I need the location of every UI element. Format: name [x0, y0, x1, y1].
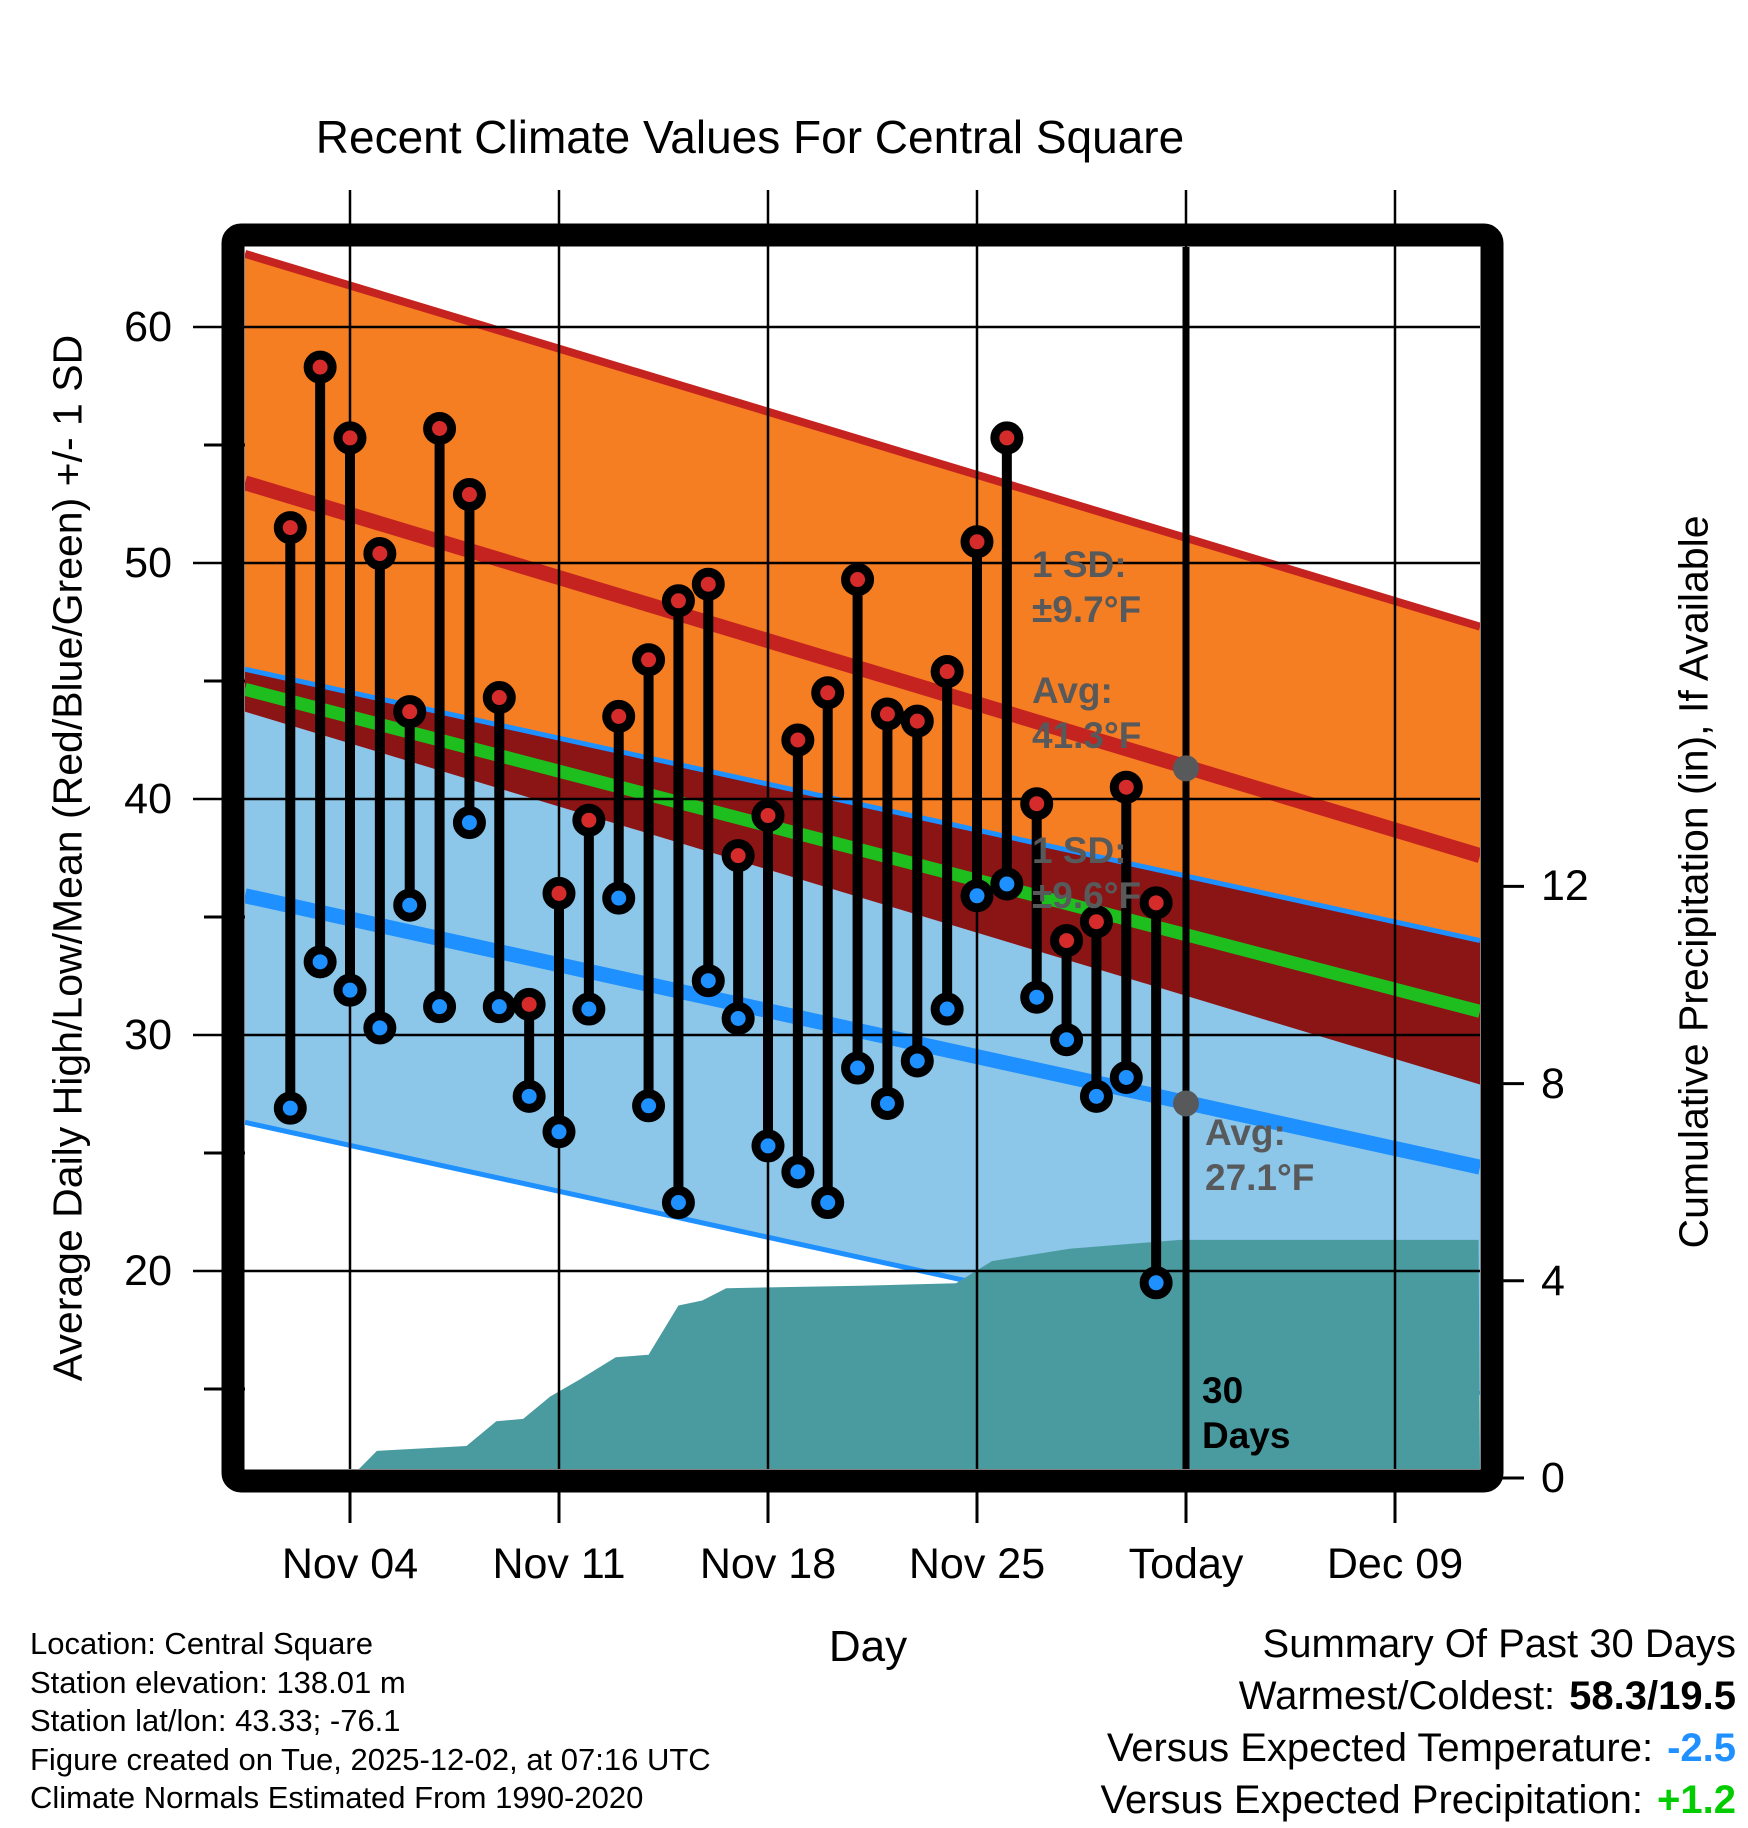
- daily-low-dot: [398, 893, 422, 917]
- summary-warmest-coldest: [1101, 1670, 1737, 1722]
- x-tick-label: Nov 18: [699, 1540, 837, 1588]
- chart-title: Recent Climate Values For Central Square: [315, 111, 1185, 163]
- y-tick-label-left: 50: [124, 539, 172, 587]
- daily-high-dot: [547, 881, 571, 905]
- daily-high-dot: [398, 700, 422, 724]
- daily-low-dot: [905, 1049, 929, 1073]
- daily-low-dot: [1084, 1084, 1108, 1108]
- x-tick-label: Dec 09: [1326, 1540, 1464, 1588]
- avg-high-marker: [1173, 755, 1199, 781]
- annotation-sd-high-line2: ±9.7°F: [1032, 589, 1142, 630]
- daily-high-dot: [726, 844, 750, 868]
- daily-low-dot: [995, 872, 1019, 896]
- annotation-sd-low-line2: ±9.6°F: [1032, 875, 1142, 916]
- daily-low-dot: [935, 997, 959, 1021]
- footer-metadata: [30, 1625, 711, 1818]
- daily-low-dot: [457, 811, 481, 835]
- annotation-avg-low: [1205, 1110, 1314, 1200]
- daily-high-dot: [875, 702, 899, 726]
- annotation-sd-high: [1032, 542, 1141, 632]
- y-tick-label-left: 60: [124, 303, 172, 351]
- daily-high-dot: [428, 416, 452, 440]
- footer-created: Figure created on Tue, 2025-12-02, at 07:16 UTC: [30, 1741, 711, 1777]
- annotation-sd-low-line1: 1 SD:: [1032, 830, 1127, 871]
- y-tick-label-left: 20: [124, 1247, 172, 1295]
- daily-high-dot: [457, 483, 481, 507]
- daily-high-dot: [637, 648, 661, 672]
- daily-low-dot: [547, 1120, 571, 1144]
- daily-low-dot: [1144, 1271, 1168, 1295]
- x-tick-label: Nov 25: [908, 1540, 1046, 1588]
- y-tick-label-right: 8: [1541, 1059, 1565, 1108]
- summary-vs-temperature: [1101, 1722, 1737, 1774]
- annotation-sd-high-line1: 1 SD:: [1032, 544, 1127, 585]
- annotation-avg-low-line1: Avg:: [1205, 1112, 1286, 1153]
- daily-high-dot: [995, 426, 1019, 450]
- daily-high-dot: [1025, 792, 1049, 816]
- y-tick-label-right: 12: [1541, 862, 1589, 911]
- daily-high-dot: [487, 686, 511, 710]
- daily-low-dot: [846, 1056, 870, 1080]
- daily-high-dot: [368, 542, 392, 566]
- summary-precip-value: +1.2: [1657, 1778, 1736, 1822]
- daily-low-dot: [517, 1084, 541, 1108]
- daily-high-dot: [1144, 891, 1168, 915]
- x-tick-label: Nov 11: [492, 1540, 626, 1588]
- summary-block: [1101, 1618, 1737, 1826]
- y-tick-label-left: 40: [124, 775, 172, 823]
- footer-normals: Climate Normals Estimated From 1990-2020: [30, 1780, 644, 1815]
- daily-low-dot: [965, 884, 989, 908]
- annotation-avg-high-line1: Avg:: [1032, 670, 1113, 711]
- daily-low-dot: [338, 978, 362, 1002]
- annotation-30-days: [1202, 1368, 1290, 1458]
- daily-low-dot: [368, 1016, 392, 1040]
- daily-low-dot: [1025, 985, 1049, 1009]
- daily-high-dot: [846, 568, 870, 592]
- daily-high-dot: [786, 728, 810, 752]
- daily-high-dot: [308, 355, 332, 379]
- daily-low-dot: [726, 1006, 750, 1030]
- daily-low-dot: [487, 995, 511, 1019]
- daily-low-dot: [637, 1094, 661, 1118]
- daily-high-dot: [816, 681, 840, 705]
- y-axis-label-left: Average Daily High/Low/Mean (Red/Blue/Green) +/- 1 SD: [44, 334, 91, 1382]
- daily-low-dot: [428, 995, 452, 1019]
- daily-low-dot: [1114, 1065, 1138, 1089]
- daily-high-dot: [935, 660, 959, 684]
- daily-high-dot: [1055, 929, 1079, 953]
- daily-high-dot: [905, 709, 929, 733]
- annotation-sd-low: [1032, 828, 1141, 918]
- daily-low-dot: [875, 1091, 899, 1115]
- daily-high-dot: [1114, 775, 1138, 799]
- daily-low-dot: [308, 950, 332, 974]
- summary-vs-precipitation: [1101, 1774, 1737, 1826]
- annotation-30-days-line2: Days: [1202, 1415, 1291, 1456]
- daily-high-dot: [756, 804, 780, 828]
- daily-high-dot: [666, 589, 690, 613]
- daily-high-dot: [278, 516, 302, 540]
- footer-location: Location: Central Square: [30, 1626, 373, 1661]
- daily-high-dot: [577, 808, 601, 832]
- y-tick-label-left: 30: [124, 1011, 172, 1059]
- avg-low-marker: [1173, 1090, 1199, 1116]
- summary-warmest-label: Warmest/Coldest:: [1238, 1674, 1556, 1718]
- summary-title: Summary Of Past 30 Days: [1262, 1622, 1736, 1666]
- daily-low-dot: [696, 969, 720, 993]
- annotation-30-days-line1: 30: [1202, 1370, 1244, 1411]
- x-tick-label: Nov 04: [281, 1540, 419, 1588]
- daily-low-dot: [278, 1096, 302, 1120]
- daily-high-dot: [696, 572, 720, 596]
- daily-high-dot: [965, 530, 989, 554]
- x-tick-label: Today: [1128, 1540, 1244, 1588]
- daily-high-dot: [338, 426, 362, 450]
- daily-low-dot: [666, 1191, 690, 1215]
- daily-low-dot: [577, 997, 601, 1021]
- footer-latlon: Station lat/lon: 43.33; -76.1: [30, 1703, 401, 1738]
- summary-temp-value: -2.5: [1667, 1726, 1736, 1770]
- summary-temp-label: Versus Expected Temperature:: [1106, 1726, 1654, 1770]
- x-axis-label: Day: [828, 1622, 908, 1671]
- daily-high-dot: [517, 992, 541, 1016]
- annotation-avg-low-line2: 27.1°F: [1205, 1157, 1315, 1198]
- daily-low-dot: [1055, 1028, 1079, 1052]
- daily-low-dot: [607, 886, 631, 910]
- daily-high-dot: [607, 704, 631, 728]
- daily-low-dot: [816, 1191, 840, 1215]
- footer-elevation: Station elevation: 138.01 m: [30, 1664, 406, 1700]
- y-tick-label-right: 0: [1541, 1454, 1565, 1502]
- annotation-avg-high-line2: 41.3°F: [1032, 715, 1142, 756]
- annotation-avg-high: [1032, 668, 1141, 758]
- daily-low-dot: [756, 1134, 780, 1158]
- daily-low-dot: [786, 1160, 810, 1184]
- precip-area: [359, 1240, 1480, 1469]
- summary-precip-label: Versus Expected Precipitation:: [1100, 1778, 1644, 1822]
- y-axis-label-right: Cumulative Precipitation (in), If Available: [1670, 515, 1717, 1249]
- y-tick-label-right: 4: [1541, 1256, 1565, 1305]
- summary-warmest-value: 58.3/19.5: [1569, 1674, 1736, 1718]
